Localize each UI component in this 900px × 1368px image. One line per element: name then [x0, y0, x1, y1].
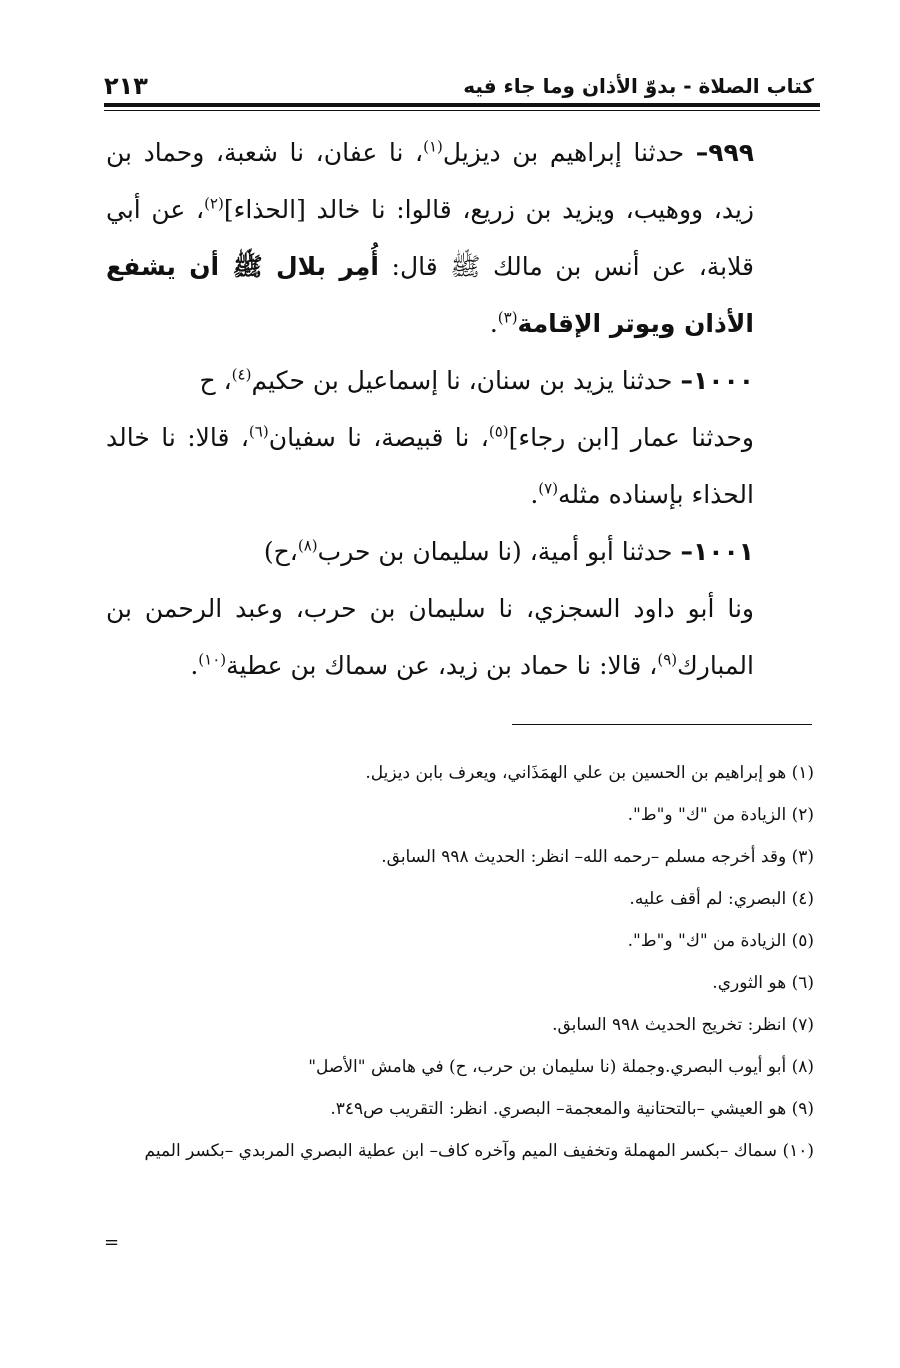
- hadith-text: ،ح): [263, 537, 298, 566]
- hadith-1000-continued: [106, 409, 816, 523]
- running-title: كتاب الصلاة - بدوّ الأذان وما جاء فيه: [463, 74, 814, 98]
- hadith-matn: أُمِر بلال ﷺ أن يشفع الأذان ويوتر الإقامة: [106, 252, 754, 338]
- footnote-ref[interactable]: (٨): [297, 536, 318, 555]
- footnote-1: (١) هو إبراهيم بن الحسين بن علي الهمَذَاني، ويعرف بابن ديزيل.: [365, 763, 814, 783]
- footnote-8: (٨) أبو أيوب البصري.وجملة (نا سليمان بن حرب، ح) في هامش "الأصل": [308, 1057, 814, 1077]
- hadith-text: .: [489, 309, 498, 338]
- hadith-text: ، عن أبي قلابة، عن أنس بن مالك ﷺ قال:: [106, 195, 754, 281]
- hadith-1000: [106, 352, 816, 409]
- footnote-ref[interactable]: (٧): [538, 479, 559, 498]
- footnote-ref[interactable]: (١): [423, 137, 443, 156]
- hadith-1001: [106, 523, 816, 580]
- hadith-1001-continued: [106, 580, 816, 694]
- hadith-text: ، نا قبيصة، نا سفيان: [268, 423, 489, 452]
- hadith-text: حدثنا يزيد بن سنان، نا إسماعيل بن حكيم: [251, 366, 681, 395]
- footnote-7: (٧) انظر: تخريج الحديث ٩٩٨ السابق.: [552, 1015, 814, 1035]
- footnote-ref[interactable]: (٥): [488, 422, 509, 441]
- page-number: ٢١٣: [104, 72, 148, 100]
- hadith-text: حدثنا أبو أمية، (نا سليمان بن حرب: [317, 537, 681, 566]
- hadith-number: ١٠٠١–: [680, 537, 754, 566]
- hadith-text: ، نا عفان، نا شعبة، وحماد بن زيد، ووهيب، ويزيد بن زريع، قالوا: نا خالد [الحذاء]: [106, 138, 755, 224]
- footnote-ref[interactable]: (٦): [248, 422, 269, 441]
- footnote-ref[interactable]: (٣): [497, 308, 518, 327]
- footnote-9: (٩) هو العيشي –بالتحتانية والمعجمة– البصري. انظر: التقريب ص٣٤٩.: [330, 1099, 814, 1119]
- footnote-ref[interactable]: (٩): [657, 650, 678, 669]
- hadith-text: ، قالا: نا خالد الحذاء بإسناده مثله: [106, 423, 754, 509]
- hadith-text: ونا أبو داود السجزي، نا سليمان بن حرب، وعبد الرحمن بن المبارك: [106, 594, 754, 680]
- header-rule-thick: [104, 103, 820, 107]
- footnote-6: (٦) هو الثوري.: [712, 973, 814, 993]
- hadith-text: .: [530, 480, 539, 509]
- hadith-number: ١٠٠٠–: [680, 366, 754, 395]
- footnote-2: (٢) الزيادة من "ك" و"ط".: [627, 805, 814, 825]
- footnotes: [106, 752, 814, 1172]
- footnote-divider: [512, 724, 812, 725]
- header-rule-thin: [104, 110, 820, 111]
- footnote-4: (٤) البصري: لم أقف عليه.: [629, 889, 814, 909]
- footnote-ref[interactable]: (٤): [231, 365, 252, 384]
- footnote-ref[interactable]: (٢): [204, 194, 224, 213]
- hadith-text: وحدثنا عمار [ابن رجاء]: [508, 423, 755, 452]
- footnote-3: (٣) وقد أخرجه مسلم –رحمه الله– انظر: الحديث ٩٩٨ السابق.: [381, 847, 814, 867]
- hadith-number: ٩٩٩–: [695, 138, 754, 167]
- main-text: [106, 124, 816, 694]
- footnote-10: (١٠) سماك –بكسر المهملة وتخفيف الميم وآخره كاف– ابن عطية البصري المربدي –بكسر الميم: [144, 1141, 814, 1161]
- continuation-mark: =: [104, 1232, 120, 1253]
- footnote-ref[interactable]: (١٠): [198, 650, 227, 669]
- page-header: [104, 62, 814, 102]
- hadith-text: حدثنا إبراهيم بن ديزيل: [442, 138, 696, 167]
- footnote-5: (٥) الزيادة من "ك" و"ط".: [627, 931, 814, 951]
- hadith-999: [106, 124, 816, 352]
- hadith-text: ، قالا: نا حماد بن زيد، عن سماك بن عطية: [226, 651, 658, 680]
- hadith-text: .: [190, 651, 199, 680]
- hadith-text: ، ح: [199, 366, 232, 395]
